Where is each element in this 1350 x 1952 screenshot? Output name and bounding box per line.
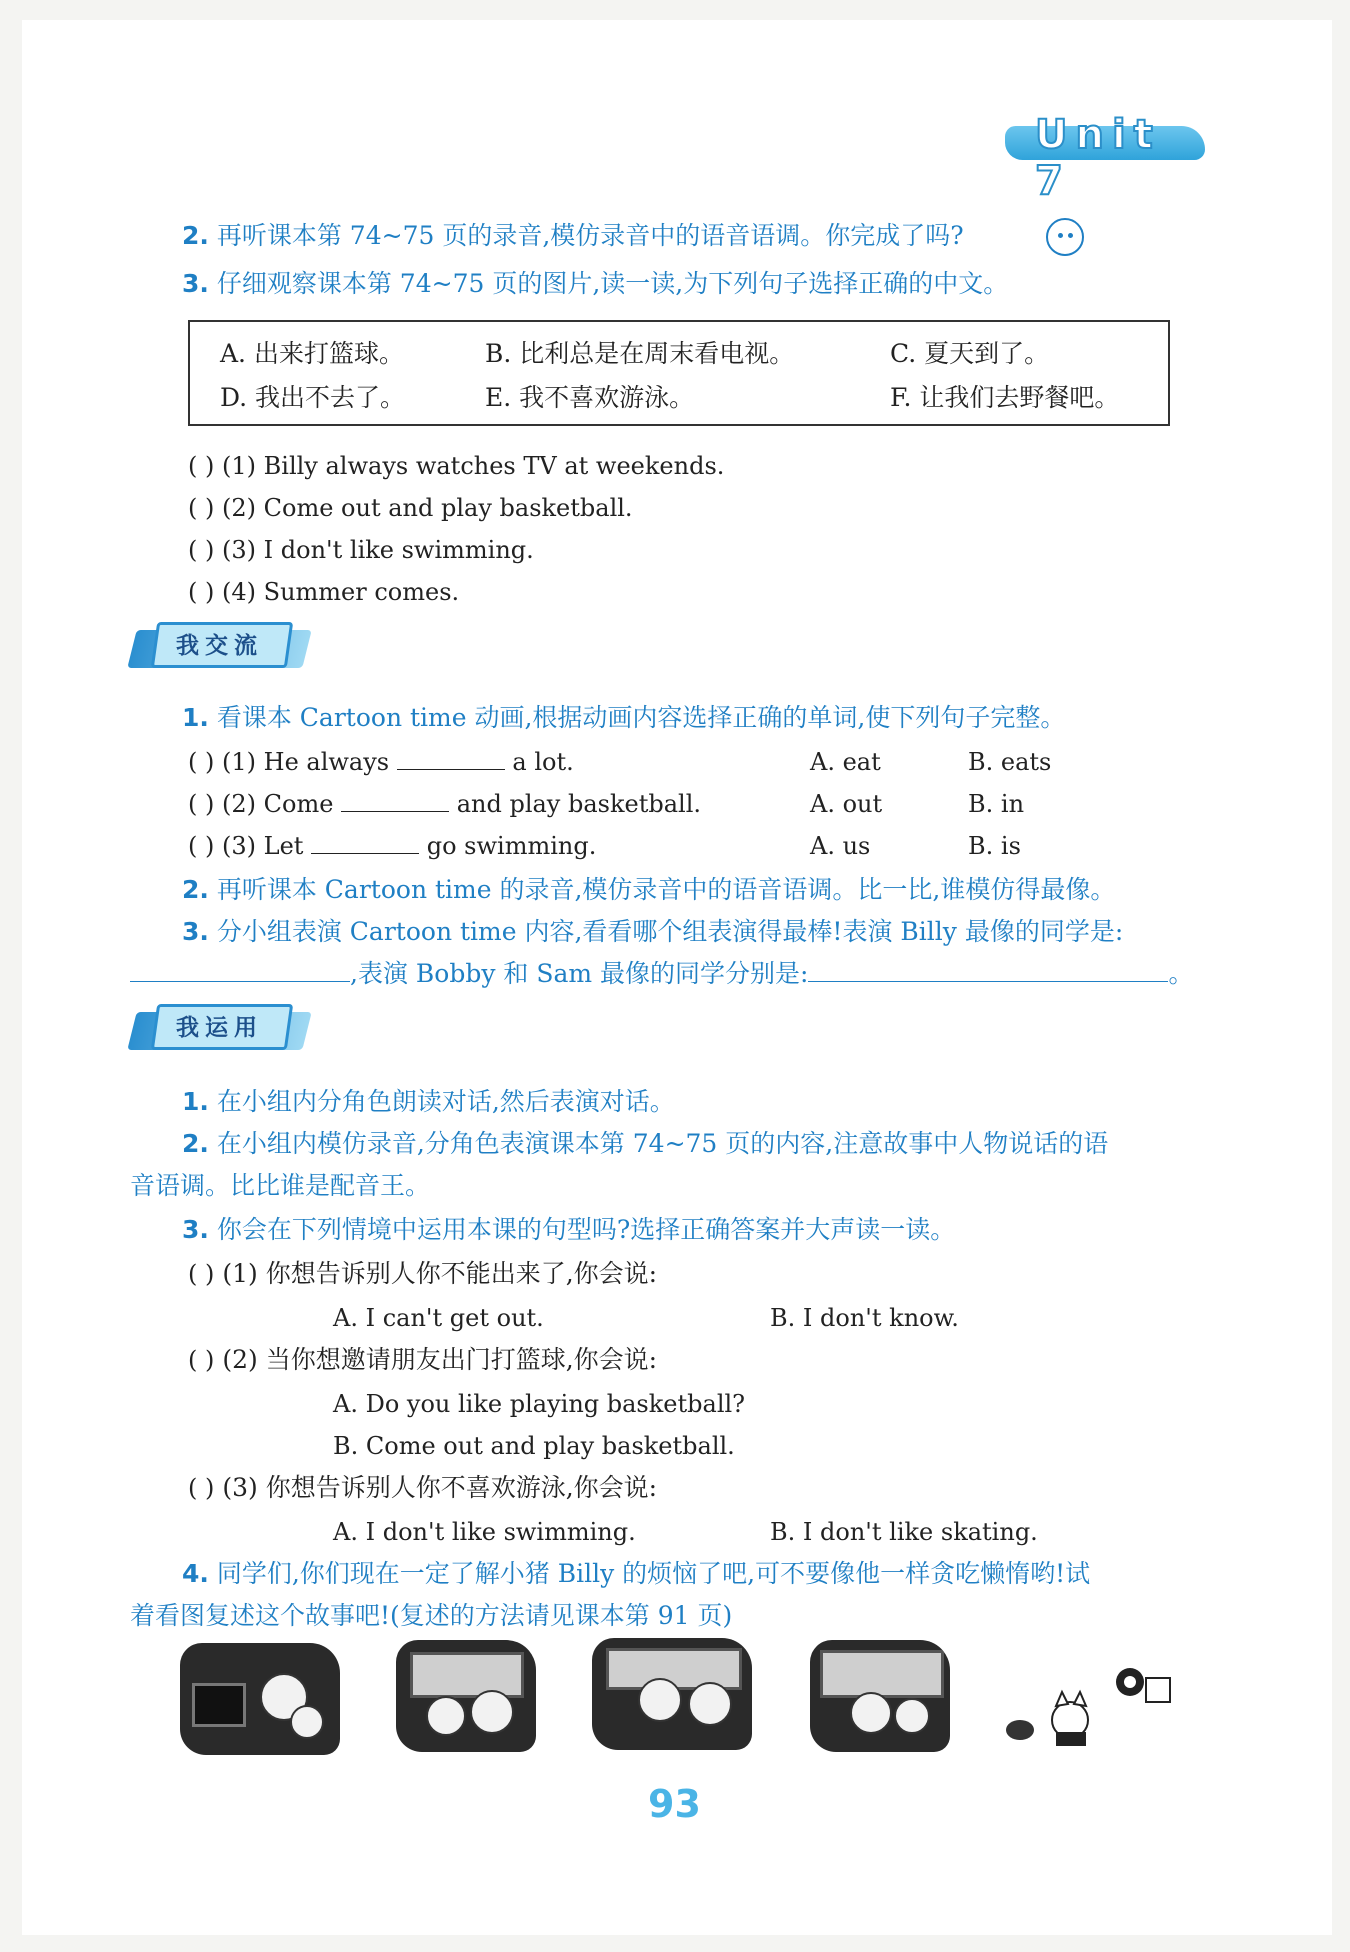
listen-item-1: ( ) (1) Billy always watches TV at weekends. xyxy=(188,452,725,480)
option-a: A. I can't get out. xyxy=(333,1304,544,1332)
option-b: B. I don't know. xyxy=(770,1304,959,1332)
answer-blank[interactable]: ( ) xyxy=(188,748,215,776)
apply-q2: 2. 在小组内模仿录音,分角色表演课本第 74~75 页的内容,注意故事中人物说话的语 xyxy=(182,1129,1109,1158)
option-a: A. out xyxy=(810,790,883,818)
story-picture-4 xyxy=(810,1640,950,1752)
answer-blank[interactable]: ( ) xyxy=(188,1474,215,1502)
exchange-q1: 1. 看课本 Cartoon time 动画,根据动画内容选择正确的单词,使下列句子完整。 xyxy=(182,703,1066,732)
listen-q3: 3. 仔细观察课本第 74~75 页的图片,读一读,为下列句子选择正确的中文。 xyxy=(182,269,1009,298)
option-b: B. in xyxy=(968,790,1025,818)
section-ribbon-apply xyxy=(132,1002,312,1054)
listen-item-2: ( ) (2) Come out and play basketball. xyxy=(188,494,633,522)
unit-title: Unit 7 xyxy=(1035,112,1161,204)
listen-item-4: ( ) (4) Summer comes. xyxy=(188,578,460,606)
answer-blank[interactable]: ( ) xyxy=(188,494,215,522)
choice-d: D. 我出不去了。 xyxy=(220,383,406,412)
page-number: 93 xyxy=(648,1782,701,1826)
apply-q4: 4. 同学们,你们现在一定了解小猪 Billy 的烦恼了吧,可不要像他一样贪吃懒惰哟!试 xyxy=(182,1559,1091,1588)
story-characters-illustration xyxy=(1000,1660,1180,1750)
exchange-item-2: ( ) (2) Come and play basketball. xyxy=(188,790,702,818)
option-a: A. us xyxy=(810,832,871,860)
apply-q3: 3. 你会在下列情境中运用本课的句型吗?选择正确答案并大声读一读。 xyxy=(182,1215,956,1244)
exchange-q3-line2: ,表演 Bobby 和 Sam 最像的同学分别是: 。 xyxy=(130,956,1193,992)
fill-blank[interactable] xyxy=(397,747,505,770)
answer-blank[interactable]: ( ) xyxy=(188,1260,215,1288)
apply-item-1: ( ) (1) 你想告诉别人你不能出来了,你会说: xyxy=(188,1259,658,1288)
fill-blank[interactable] xyxy=(130,959,350,982)
apply-q4-line2: 着看图复述这个故事吧!(复述的方法请见课本第 91 页) xyxy=(130,1601,733,1630)
answer-blank[interactable]: ( ) xyxy=(188,578,215,606)
answer-blank[interactable]: ( ) xyxy=(188,1346,215,1374)
unit-banner xyxy=(1005,112,1205,204)
exchange-q2: 2. 再听课本 Cartoon time 的录音,模仿录音中的语音语调。比一比,谁模仿得最像。 xyxy=(182,875,1116,904)
fill-blank[interactable] xyxy=(808,959,1168,982)
apply-item-3: ( ) (3) 你想告诉别人你不喜欢游泳,你会说: xyxy=(188,1473,658,1502)
choice-a: A. 出来打篮球。 xyxy=(220,339,404,368)
option-a: A. eat xyxy=(810,748,881,776)
apply-q2-line2: 音语调。比比谁是配音王。 xyxy=(130,1171,431,1200)
fill-blank[interactable] xyxy=(311,831,419,854)
option-a: A. Do you like playing basketball? xyxy=(333,1390,746,1418)
answer-blank[interactable]: ( ) xyxy=(188,536,215,564)
option-b: B. is xyxy=(968,832,1021,860)
option-b: B. eats xyxy=(968,748,1052,776)
choice-f: F. 让我们去野餐吧。 xyxy=(890,383,1120,412)
answer-blank[interactable]: ( ) xyxy=(188,790,215,818)
exchange-q3: 3. 分小组表演 Cartoon time 内容,看看哪个组表演得最棒!表演 Billy 最像的同学是: xyxy=(182,917,1124,946)
section-title-exchange: 我交流 xyxy=(176,633,263,659)
answer-blank[interactable]: ( ) xyxy=(188,832,215,860)
fill-blank[interactable] xyxy=(341,789,449,812)
option-b: B. I don't like skating. xyxy=(770,1518,1038,1546)
choice-e: E. 我不喜欢游泳。 xyxy=(485,383,695,412)
section-title-apply: 我运用 xyxy=(176,1015,263,1041)
listen-item-3: ( ) (3) I don't like swimming. xyxy=(188,536,534,564)
exchange-item-1: ( ) (1) He always a lot. xyxy=(188,748,574,776)
answer-blank[interactable]: ( ) xyxy=(188,452,215,480)
apply-q1: 1. 在小组内分角色朗读对话,然后表演对话。 xyxy=(182,1087,675,1116)
section-ribbon-exchange xyxy=(132,620,312,672)
smiley-icon xyxy=(1046,218,1084,256)
story-picture-1 xyxy=(180,1643,340,1755)
choice-c: C. 夏天到了。 xyxy=(890,339,1050,368)
listen-q2: 2. 再听课本第 74~75 页的录音,模仿录音中的语音语调。你完成了吗? xyxy=(182,221,964,250)
option-a: A. I don't like swimming. xyxy=(333,1518,636,1546)
exchange-item-3: ( ) (3) Let go swimming. xyxy=(188,832,597,860)
choice-b: B. 比利总是在周末看电视。 xyxy=(485,339,795,368)
story-picture-3 xyxy=(592,1638,752,1750)
apply-item-2: ( ) (2) 当你想邀请朋友出门打篮球,你会说: xyxy=(188,1345,658,1374)
story-picture-2 xyxy=(396,1640,536,1752)
option-b: B. Come out and play basketball. xyxy=(333,1432,735,1460)
